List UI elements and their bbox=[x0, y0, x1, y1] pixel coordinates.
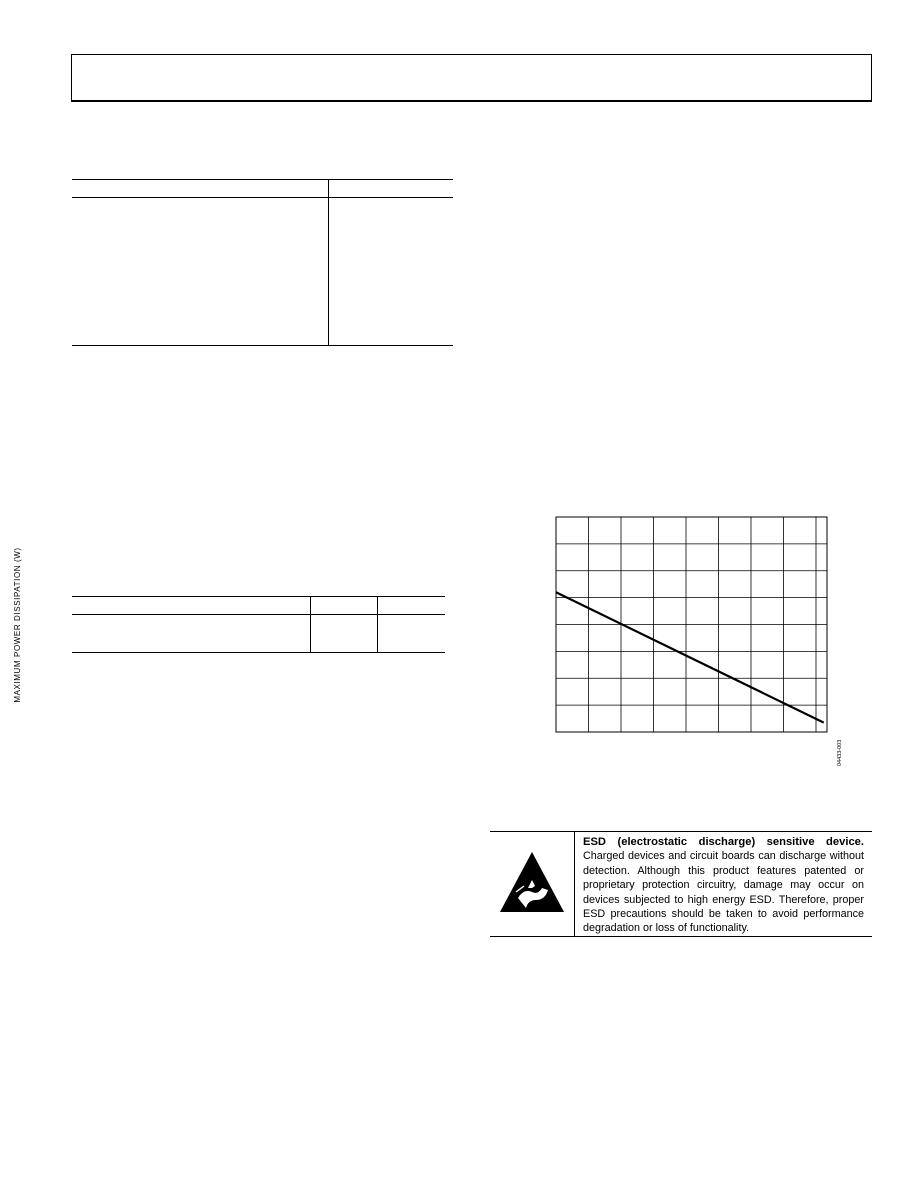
esd-notice bbox=[490, 831, 872, 937]
esd-title: ESD (electrostatic discharge) sensitive device. bbox=[583, 836, 864, 848]
table-column-divider bbox=[328, 179, 329, 346]
table-top-rule bbox=[72, 179, 453, 180]
table-header-rule bbox=[72, 614, 445, 615]
chart-figure-id: 04433-003 bbox=[837, 739, 843, 766]
chart-plot-area bbox=[510, 505, 850, 770]
esd-warning-icon bbox=[498, 848, 566, 916]
table-bottom-rule bbox=[72, 345, 453, 346]
esd-divider bbox=[574, 832, 575, 936]
table-column-divider bbox=[310, 596, 311, 653]
power-dissipation-chart bbox=[510, 505, 850, 770]
table-top-rule bbox=[72, 596, 445, 597]
page-header-box bbox=[71, 54, 872, 102]
table-header-rule bbox=[72, 197, 453, 198]
esd-text-block bbox=[583, 835, 864, 936]
esd-body: Charged devices and circuit boards can discharge without detection. Although this product features patented or proprietary protection circuitry, damage may occur on devices subjected to high energy ESD. Therefore, proper ESD precautions should be taken to avoid performance degradation or loss of functionality. bbox=[583, 850, 864, 935]
table-column-divider bbox=[377, 596, 378, 653]
chart-y-axis-label: MAXIMUM POWER DISSIPATION (W) bbox=[13, 547, 22, 703]
table-bottom-rule bbox=[72, 652, 445, 653]
